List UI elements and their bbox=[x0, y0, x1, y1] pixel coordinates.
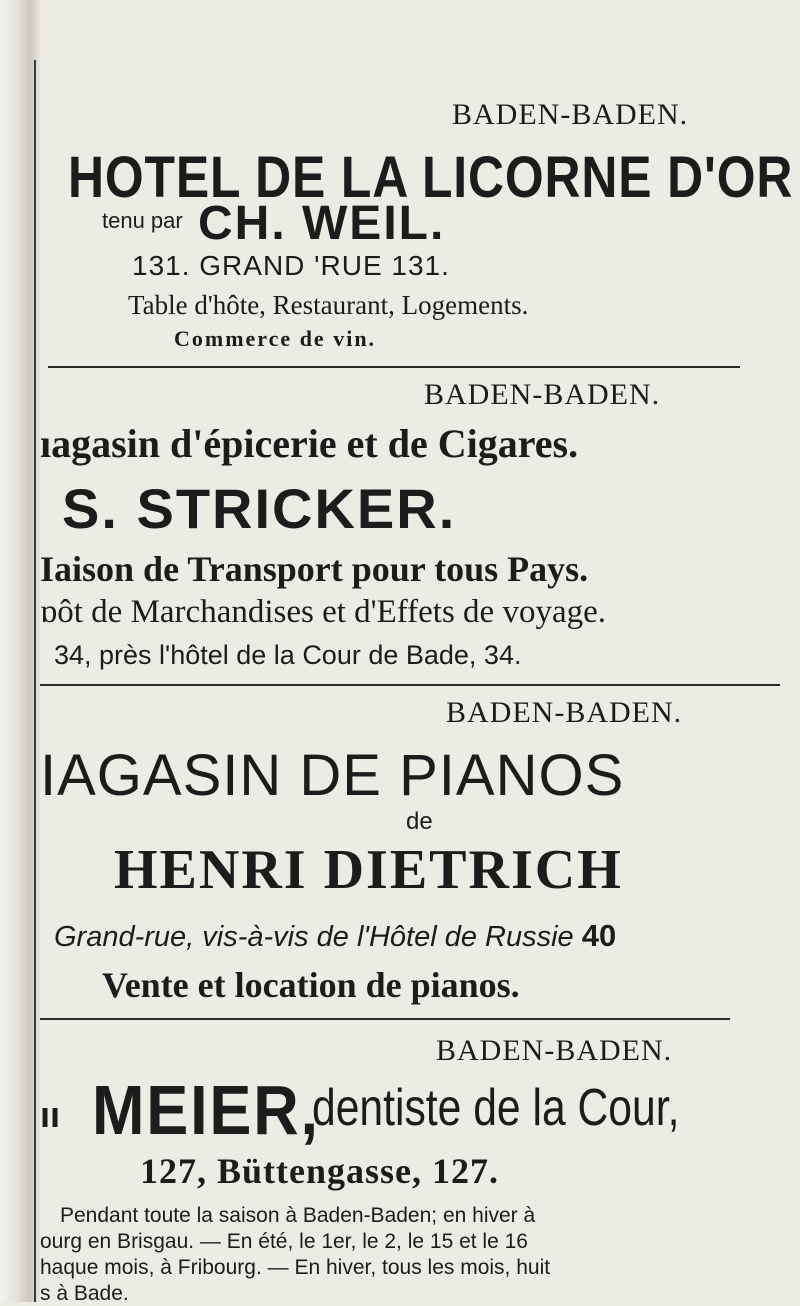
city-heading: BADEN-BADEN. bbox=[446, 696, 683, 729]
stricker-name: S. STRICKER. bbox=[62, 477, 457, 540]
city-heading: BADEN-BADEN. bbox=[424, 378, 661, 411]
meier-text-line: haque mois, à Fribourg. — En hiver, tous les mois, huit bbox=[40, 1256, 551, 1279]
separator-rule bbox=[48, 366, 740, 368]
hotel-commerce: Commerce de vin. bbox=[174, 326, 377, 351]
stricker-title: ıagasin d'épicerie et de Cigares. bbox=[40, 421, 579, 466]
city-heading: BADEN-BADEN. bbox=[436, 1034, 673, 1067]
stricker-line2: ɒôt de Marchandises et d'Effets de voyage. bbox=[40, 594, 606, 630]
separator-rule bbox=[40, 684, 780, 686]
separator-rule bbox=[40, 1018, 730, 1020]
meier-text-line: Pendant toute la saison à Baden-Baden; en hiver à bbox=[60, 1204, 536, 1227]
pianos-address-number: 40 bbox=[581, 918, 617, 953]
meier-title: dentiste de la Cour, bbox=[312, 1079, 680, 1137]
pianos-of: de bbox=[406, 808, 433, 835]
owner-name: CH. WEIL. bbox=[198, 197, 446, 250]
stricker-line1: Iaison de Transport pour tous Pays. bbox=[40, 549, 589, 589]
pianos-address bbox=[54, 918, 616, 954]
owner-prefix: tenu par bbox=[102, 208, 183, 233]
hotel-title: HOTEL DE LA LICORNE D'OR bbox=[68, 145, 794, 210]
meier-text-line: ourg en Brisgau. — En été, le 1er, le 2, le 15 et le 16 bbox=[40, 1230, 528, 1253]
hotel-address: 131. GRAND 'RUE 131. bbox=[132, 250, 450, 281]
stricker-address: 34, près l'hôtel de la Cour de Bade, 34. bbox=[54, 640, 522, 670]
city-heading: BADEN-BADEN. bbox=[452, 98, 689, 131]
meier-initial: ıı bbox=[40, 1094, 61, 1135]
hotel-services: Table d'hôte, Restaurant, Logements. bbox=[128, 290, 529, 320]
meier-text-line: s à Bade. bbox=[40, 1282, 129, 1305]
pianos-owner: HENRI DIETRICH bbox=[114, 839, 623, 901]
pianos-address-street: Grand-rue, vis-à-vis de l'Hôtel de Russie bbox=[54, 921, 574, 953]
pianos-title: IAGASIN DE PIANOS bbox=[40, 743, 625, 808]
document-page bbox=[40, 0, 800, 1305]
pianos-tagline: Vente et location de pianos. bbox=[102, 965, 520, 1005]
meier-address: 127, Büttengasse, 127. bbox=[140, 1151, 500, 1191]
meier-name: MEIER, bbox=[92, 1071, 320, 1149]
page-binding-line bbox=[34, 60, 36, 1302]
